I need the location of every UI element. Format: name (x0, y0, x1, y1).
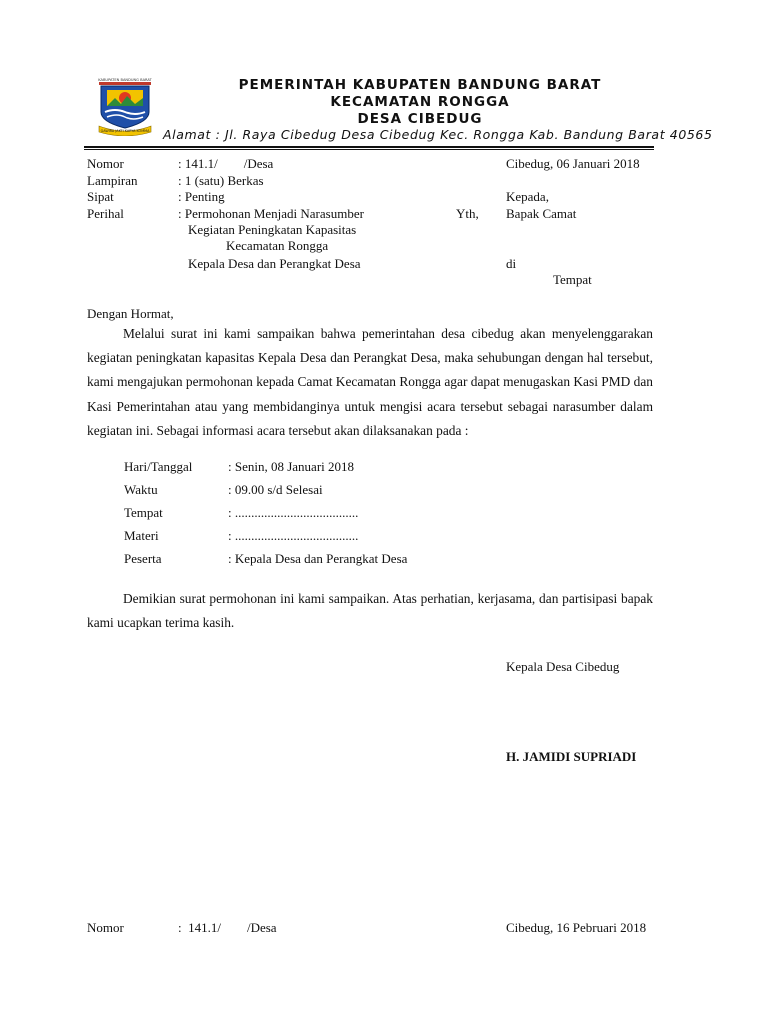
letterhead-divider (84, 146, 654, 148)
letterhead-line-2: KECAMATAN RONGGA (330, 94, 510, 110)
di-label: di (506, 256, 517, 271)
detail-value: : Kepala Desa dan Perangkat Desa (228, 551, 408, 566)
detail-label: Tempat (124, 505, 163, 520)
footer-date: Cibedug, 16 Pebruari 2018 (506, 920, 647, 935)
detail-value: : 09.00 s/d Selesai (228, 482, 323, 497)
nomor-value: : 141.1/ /Desa (178, 156, 274, 171)
lampiran-label: Lampiran (87, 173, 138, 188)
letterhead-address: Alamat : Jl. Raya Cibedug Desa Cibedug Kec. Rongga Kab. Bandung Barat 40565 (163, 127, 713, 142)
footer-nomor-value: : 141.1/ /Desa (178, 920, 277, 935)
detail-value: : ...................................... (228, 505, 359, 520)
detail-label: Peserta (124, 551, 162, 566)
letterhead-line-1: PEMERINTAH KABUPATEN BANDUNG BARAT (238, 77, 602, 93)
closing-paragraph (87, 587, 653, 635)
perihal-value-2: Kegiatan Peningkatan Kapasitas (188, 222, 357, 237)
closing-paragraph-text: Demikian surat permohonan ini kami sampaikan. Atas perhatian, kerjasama, dan partisipasi bapak kami ucapkan terima kasih. (87, 591, 653, 631)
detail-label: Waktu (124, 482, 158, 497)
detail-value: : ...................................... (228, 528, 359, 543)
sipat-value: : Penting (178, 189, 225, 204)
tempat-label: Tempat (553, 272, 592, 287)
sipat-label: Sipat (87, 189, 114, 204)
letterhead-divider-thin (84, 149, 654, 150)
detail-label: Hari/Tanggal (124, 459, 193, 474)
detail-label: Materi (124, 528, 159, 543)
svg-text:GAWIRA JAKTI KARYA KOMMA: GAWIRA JAKTI KARYA KOMMA (100, 129, 150, 133)
lampiran-value: : 1 (satu) Berkas (178, 173, 264, 188)
letter-date: Cibedug, 06 Januari 2018 (506, 156, 640, 171)
perihal-value-3: Kecamatan Rongga (226, 238, 329, 253)
detail-value: : Senin, 08 Januari 2018 (228, 459, 355, 474)
yth-label: Yth, (456, 206, 479, 221)
nomor-label: Nomor (87, 156, 124, 171)
letterhead-line-3: DESA CIBEDUG (357, 111, 483, 127)
perihal-value-1: : Permohonan Menjadi Narasumber (178, 206, 364, 221)
perihal-value-4: Kepala Desa dan Perangkat Desa (188, 256, 361, 271)
salutation: Dengan Hormat, (87, 306, 174, 321)
signature-title: Kepala Desa Cibedug (506, 659, 620, 674)
signature-name: H. JAMIDI SUPRIADI (506, 749, 637, 764)
svg-text:KABUPATEN BANDUNG BARAT: KABUPATEN BANDUNG BARAT (98, 78, 152, 82)
body-paragraph (87, 322, 653, 443)
footer-nomor-label: Nomor (87, 920, 124, 935)
recipient-name: Bapak Camat (506, 206, 577, 221)
perihal-label: Perihal (87, 206, 124, 221)
kepada-label: Kepada, (506, 189, 549, 204)
body-paragraph-text: Melalui surat ini kami sampaikan bahwa pemerintahan desa cibedug akan menyelenggarakan kegiatan peningkatan kapasitas Kepala Desa dan Perangkat Desa, maka sehubungan dengan hal tersebut, kami mengajukan permohonan kepada Camat Kecamatan Rongga agar dapat menugaskan Kasi PMD dan Kasi Pemerintahan atau yang membidanginya untuk mengisi acara tersebut sebagai narasumber dalam kegiatan ini. Sebagai informasi acara tersebut akan dilaksanakan pada : (87, 326, 653, 438)
kabupaten-logo-icon (97, 76, 153, 136)
